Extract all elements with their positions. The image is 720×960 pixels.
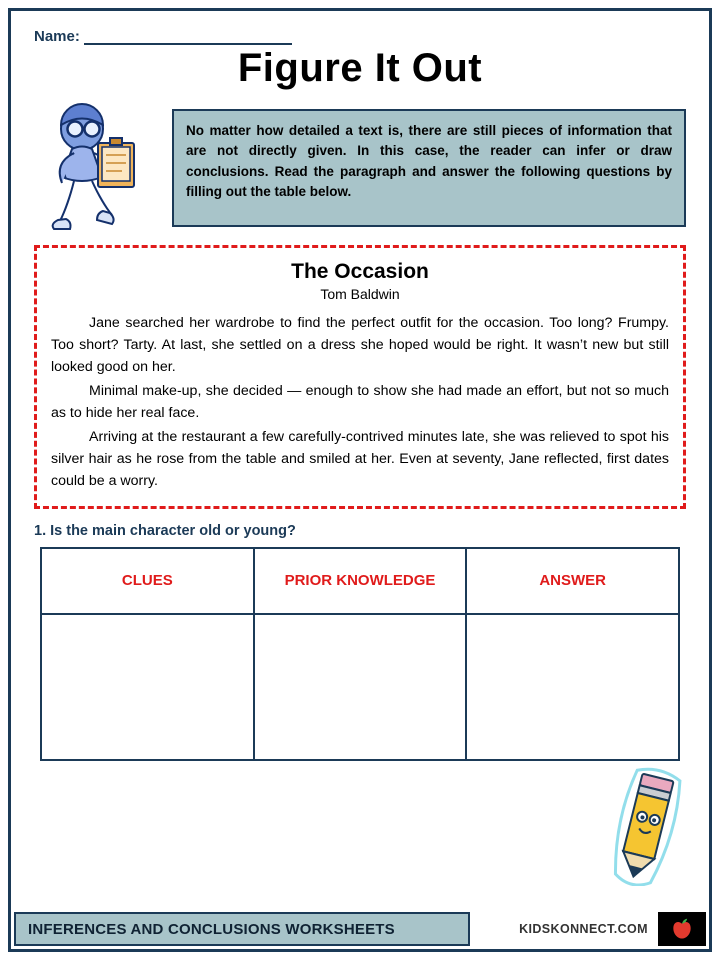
question-text: 1. Is the main character old or young? bbox=[34, 523, 296, 539]
student-with-clipboard-icon bbox=[34, 95, 164, 235]
passage-author: Tom Baldwin bbox=[320, 286, 400, 302]
footer-right bbox=[470, 912, 706, 946]
footer-site-label: KIDSKONNECT.COM bbox=[519, 922, 648, 936]
table-header-row bbox=[41, 548, 679, 614]
name-label: Name: bbox=[34, 28, 80, 45]
table-cell-prior-knowledge[interactable] bbox=[254, 614, 467, 760]
answer-table bbox=[40, 547, 680, 761]
table-header-clues: CLUES bbox=[41, 548, 254, 614]
page-content bbox=[16, 14, 704, 761]
name-input-line[interactable] bbox=[84, 28, 292, 45]
footer-banner: INFERENCES AND CONCLUSIONS WORKSHEETS bbox=[14, 912, 470, 946]
page-title: Figure It Out bbox=[237, 46, 483, 90]
passage-paragraph: Arriving at the restaurant a few carefully-contrived minutes late, she was relieved to spot his silver hair as he rose from the table and smiled at her. Even at seventy, Jane reflected, first dates could be a worry. bbox=[51, 429, 669, 489]
table-header-answer: ANSWER bbox=[466, 548, 679, 614]
apple-logo-icon bbox=[658, 912, 706, 946]
passage-title: The Occasion bbox=[291, 260, 429, 283]
name-field-row bbox=[34, 28, 686, 45]
passage-paragraph: Jane searched her wardrobe to find the perfect outfit for the occasion. Too long? Frumpy. Too short? Tarty. At last, she settled on a dress she hoped would be right. It wasn’t new but still looked good on her. bbox=[51, 315, 669, 375]
footer bbox=[14, 912, 706, 946]
passage-box bbox=[34, 245, 686, 509]
table-cell-answer[interactable] bbox=[466, 614, 679, 760]
passage-paragraph: Minimal make-up, she decided — enough to show she had made an effort, but not so much as to hide her real face. bbox=[51, 383, 669, 421]
instructions-box: No matter how detailed a text is, there are still pieces of information that are not directly given. In this case, the reader can infer or draw conclusions. Read the paragraph and answer the following questions by filling out the table below. bbox=[172, 109, 686, 227]
intro-row bbox=[34, 95, 686, 235]
table-cell-clues[interactable] bbox=[41, 614, 254, 760]
table-row bbox=[41, 614, 679, 760]
pencil-icon bbox=[606, 766, 686, 886]
table-header-prior-knowledge: PRIOR KNOWLEDGE bbox=[254, 548, 467, 614]
